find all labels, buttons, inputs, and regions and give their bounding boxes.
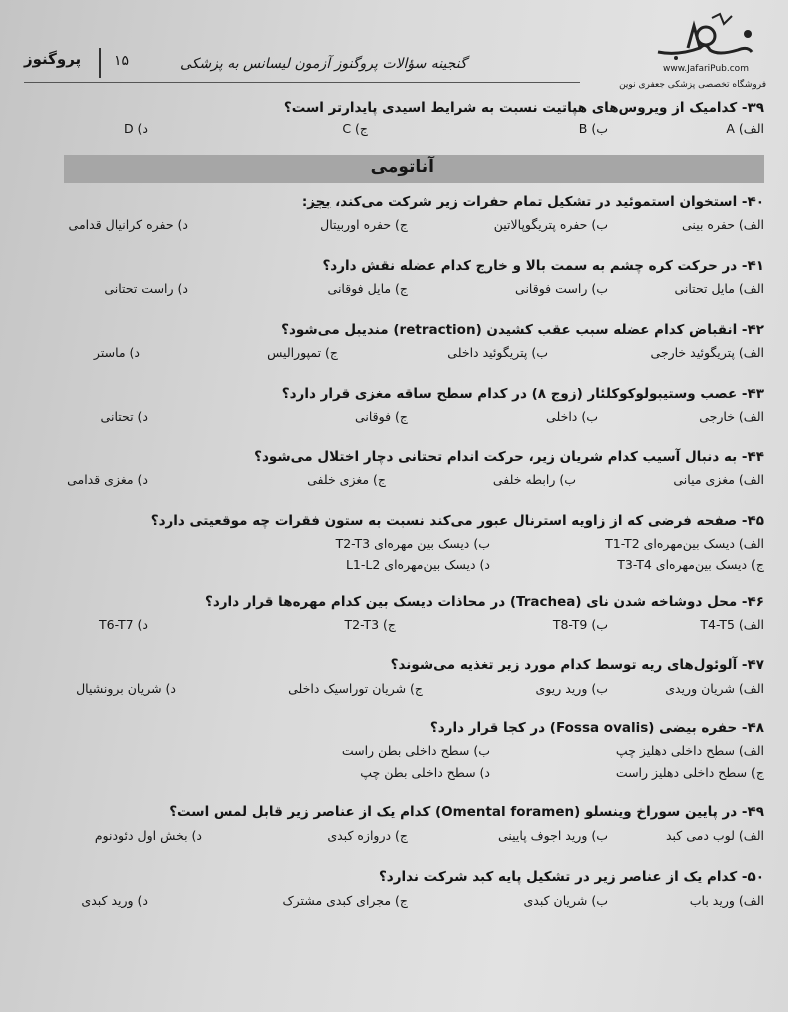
q45-option-a: الف) دیسک بین‌مهره‌ای T1-T2 [605,536,764,551]
q39-option-b: ب) B [578,121,608,136]
q42-option-d: د) ماستر [93,345,140,360]
question-39: ۳۹- کدامیک از ویروس‌های هپاتیت نسبت به شرایط اسیدی پایدارتر است؟ [283,100,764,116]
q40-stem: ۴۰- استخوان استموئید در تشکیل تمام حفرات زیر شرکت می‌کند، [330,194,764,210]
question-48: ۴۸- حفره بیضی (Fossa ovalis) در کجا قرار دارد؟ [429,720,764,736]
section-title: آناتومی [370,157,434,177]
question-44: ۴۴- به دنبال آسیب کدام شریان زیر، حرکت اندام تحتانی دچار اختلال می‌شود؟ [254,449,764,465]
q50-option-d: د) ورید کبدی [81,893,148,908]
q50-option-a: الف) ورید باب [689,893,764,908]
book-title: گنجینه سؤالات پروگنوز آزمون لیسانس به پزشکی [180,56,467,72]
q39-option-a: الف) A [726,121,764,136]
q48-option-a: الف) سطح داخلی دهلیز چپ [615,743,764,758]
q47-option-c: ج) شریان توراسیک داخلی [288,681,423,696]
question-49: ۴۹- در پایین سوراخ وینسلو (Omental foramen) کدام یک از عناصر زیر قابل لمس است؟ [169,804,764,820]
q49-option-d: د) بخش اول دئودنوم [94,828,202,843]
q43-option-d: د) تحتانی [100,409,148,424]
q41-option-a: الف) مایل تحتانی [674,281,764,296]
q44-option-a: الف) مغزی میانی [673,472,764,487]
q41-option-d: د) راست تحتانی [104,281,188,296]
q49-option-b: ب) ورید اجوف پایینی [497,828,608,843]
q47-option-b: ب) ورید ریوی [535,681,608,696]
q45-option-d: د) دیسک بین‌مهره‌ای L1-L2 [345,557,490,572]
question-40 [302,194,764,210]
publisher-logo-icon [648,12,764,64]
page-number: ۱۵ [114,53,130,69]
q39-option-c: ج) C [342,121,368,136]
question-45: ۴۵- صفحه فرضی که از زاویه استرنال عبور می‌کند نسبت به ستون فقرات چه موقعیتی دارد؟ [150,513,764,529]
question-46: ۴۶- محل دوشاخه شدن نای (Trachea) در محاذات دیسک بین کدام مهره‌ها قرار دارد؟ [205,594,764,610]
header-separator [99,48,101,78]
q43-option-a: الف) خارجی [699,409,764,424]
q42-option-b: ب) پتریگوئید داخلی [447,345,548,360]
q46-option-c: ج) T2-T3 [344,617,396,632]
q43-option-c: ج) فوقانی [354,409,408,424]
q48-option-b: ب) سطح داخلی بطن راست [341,743,490,758]
q43-option-b: ب) داخلی [546,409,598,424]
q44-option-d: د) مغزی قدامی [67,472,148,487]
q41-option-b: ب) راست فوقانی [515,281,608,296]
q44-option-b: ب) رابطه خلفی [492,472,576,487]
question-42: ۴۲- انقباض کدام عضله سبب عقب کشیدن (retraction) مندیبل می‌شود؟ [281,322,764,338]
q48-option-d: د) سطح داخلی بطن چپ [360,765,490,780]
q50-option-b: ب) شریان کبدی [523,893,608,908]
q46-option-b: ب) T8-T9 [552,617,608,632]
q47-option-a: الف) شریان وریدی [665,681,764,696]
question-41: ۴۱- در حرکت کره چشم به سمت بالا و خارج کدام عضله نقش دارد؟ [322,258,764,274]
q48-option-c: ج) سطح داخلی دهلیز راست [615,765,764,780]
q40-option-d: د) حفره کرانیال قدامی [68,217,188,232]
q40-emphasis: بجز [307,194,331,210]
q46-option-a: الف) T4-T5 [700,617,764,632]
publisher-url: www.JafariPub.com [663,64,749,74]
q40-stem-end: : [301,194,308,210]
q50-option-c: ج) مجرای کبدی مشترک [282,893,408,908]
q47-option-d: د) شریان برونشیال [76,681,176,696]
q45-option-c: ج) دیسک بین‌مهره‌ای T3-T4 [617,557,764,572]
q42-option-c: ج) تمپورالیس [267,345,338,360]
q45-option-b: ب) دیسک بین مهره‌ای T2-T3 [335,536,490,551]
q39-option-d: د) D [123,121,148,136]
q40-option-b: ب) حفره پتریگوپالاتین [493,217,608,232]
q40-option-c: ج) حفره اوربیتال [320,217,408,232]
q44-option-c: ج) مغزی خلفی [307,472,386,487]
q42-option-a: الف) پتریگوئید خارجی [650,345,764,360]
question-43: ۴۳- عصب وستیبولوکوکلئار (زوج ۸) در کدام سطح ساقه مغزی قرار دارد؟ [281,386,764,402]
q46-option-d: د) T6-T7 [99,617,148,632]
q49-option-c: ج) دروازه کبدی [327,828,408,843]
header-rule [24,82,580,83]
publisher-name: فروشگاه تخصصی پزشکی جعفری نوین [619,80,766,90]
question-47: ۴۷- آلوئول‌های ریه توسط کدام مورد زیر تغذیه می‌شوند؟ [390,657,764,673]
header-subject: پروگنوز [24,50,82,68]
q40-option-a: الف) حفره بینی [682,217,764,232]
q41-option-c: ج) مایل فوقانی [327,281,408,296]
question-50: ۵۰- کدام یک از عناصر زیر در تشکیل پایه کبد شرکت ندارد؟ [378,869,764,885]
q49-option-a: الف) لوب دمی کبد [665,828,764,843]
